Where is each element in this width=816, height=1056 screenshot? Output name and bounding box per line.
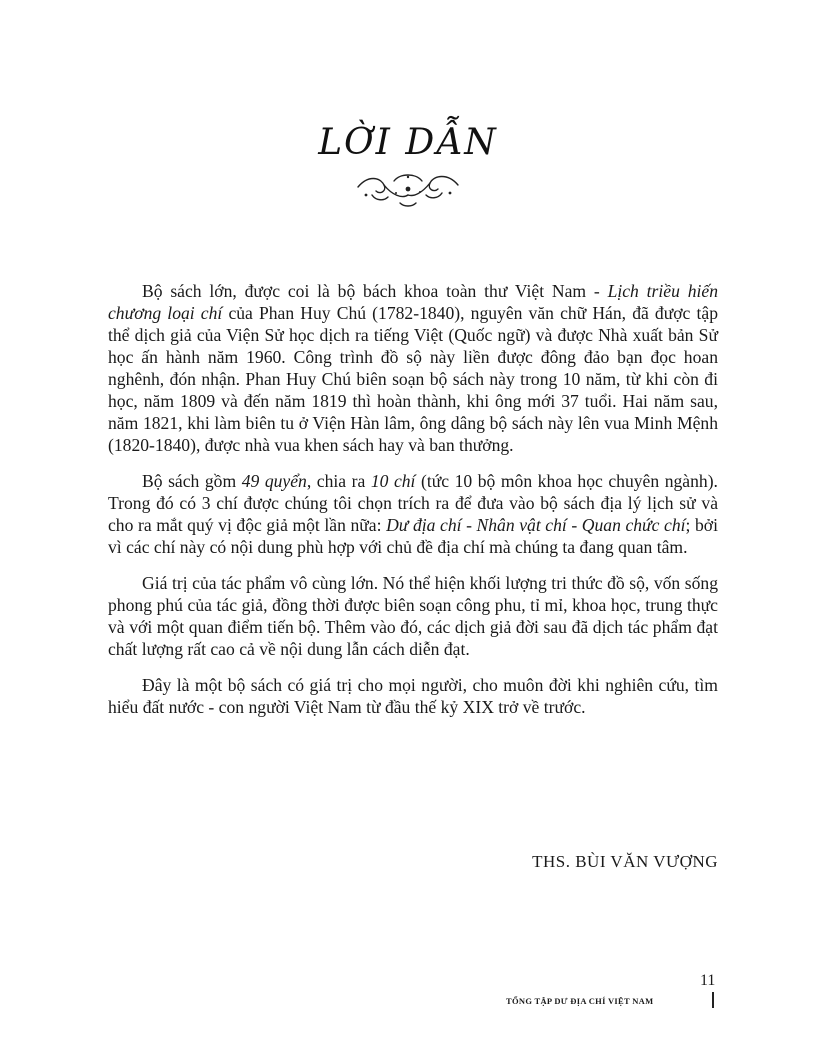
text-run: Bộ sách gồm — [142, 471, 242, 491]
italic-text: 10 chí — [370, 471, 416, 491]
paragraph — [108, 674, 718, 718]
page-number-rule — [712, 992, 714, 1008]
paragraph — [108, 470, 718, 558]
body-text — [108, 280, 718, 732]
page-number: 11 — [700, 972, 716, 989]
text-run: của Phan Huy Chú (1782-1840), nguyên văn chữ Hán, đã được tập thể dịch giả của Viện Sử học dịch ra tiếng Việt (Quốc ngữ) và được Nhà xuất bản Sử học ấn hành năm 1960. Công trình đồ sộ này liền được đông đảo bạn đọc hoan nghênh, đón nhận. Phan Huy Chú biên soạn bộ sách này trong 10 năm, từ khi còn đi học, năm 1809 và đến năm 1819 thì hoàn thành, khi ông mới 37 tuổi. Hai năm sau, năm 1821, khi làm biên tu ở Viện Hàn lâm, ông dâng bộ sách này lên vua Minh Mệnh (1820-1840), được nhà vua khen sách hay và ban thưởng. — [108, 303, 718, 455]
text-run: (tức 10 bộ môn khoa học chuyên ngành). Trong đó có 3 chí được chúng tôi chọn trích ra để đưa vào bộ sách địa lý lịch sử và cho ra mắt quý vị độc giả một lần nữa: — [108, 471, 718, 535]
paragraph — [108, 280, 718, 456]
text-run: Bộ sách lớn, được coi là bộ bách khoa toàn thư Việt Nam - — [142, 281, 608, 301]
floral-flourish-icon — [354, 165, 462, 211]
italic-text: 49 quyển — [241, 471, 307, 491]
text-run: , chia ra — [306, 471, 371, 491]
italic-text: Lịch triều hiến chương loại chí — [108, 281, 718, 323]
text-run: ; bởi vì các chí này có nội dung phù hợp với chủ đề địa chí mà chúng ta đang quan tâm. — [108, 515, 718, 557]
signature: THS. BÙI VĂN VƯỢNG — [532, 852, 718, 871]
italic-text: Dư địa chí - Nhân vật chí - Quan chức chí — [386, 515, 686, 535]
footer-book-title: TỔNG TẬP DƯ ĐỊA CHÍ VIỆT NAM — [506, 996, 654, 1006]
text-run: Giá trị của tác phẩm vô cùng lớn. Nó thể hiện khối lượng tri thức đồ sộ, vốn sống phong phú của tác giả, đồng thời được biên soạn công phu, tỉ mỉ, khoa học, trung thực và với một quan điểm tiến bộ. Thêm vào đó, các dịch giả đời sau đã dịch tác phẩm đạt chất lượng rất cao cả về nội dung lẫn cách diễn đạt. — [108, 573, 718, 659]
page-title: LỜI DẪN — [318, 122, 498, 163]
text-run: Đây là một bộ sách có giá trị cho mọi người, cho muôn đời khi nghiên cứu, tìm hiểu đất nước - con người Việt Nam từ đầu thế kỷ XIX trở về trước. — [108, 675, 718, 717]
paragraph — [108, 572, 718, 660]
